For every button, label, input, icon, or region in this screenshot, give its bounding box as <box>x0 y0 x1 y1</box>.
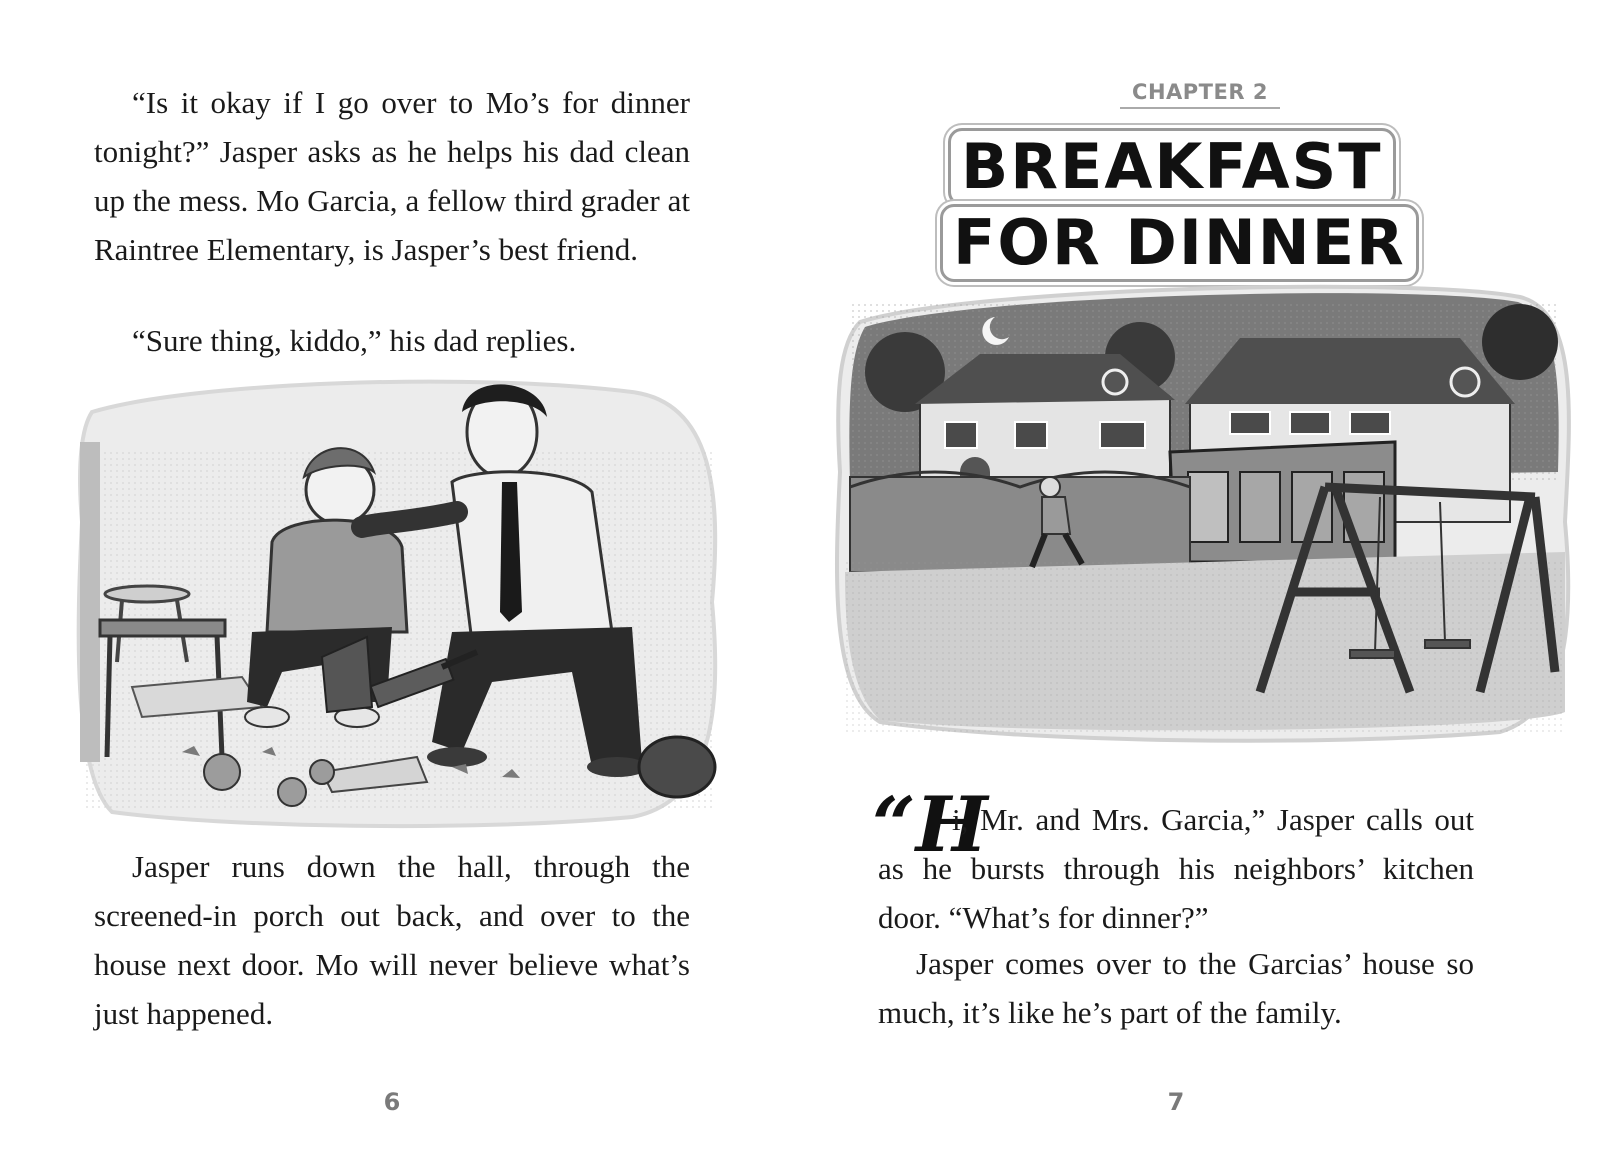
chapter-title-line-1: BREAKFAST <box>948 128 1396 206</box>
right-paragraph-1-text: i, Mr. and Mrs. Garcia,” Jasper calls out as he bursts through his neighbors’ kitchen door. “What’s for dinner?” <box>878 802 1474 935</box>
illustration-cleanup <box>72 372 732 832</box>
left-paragraph-1 <box>94 78 690 274</box>
left-paragraph-3 <box>94 842 690 1038</box>
chapter-title-line-2: FOR DINNER <box>940 204 1419 282</box>
right-paragraph-2-text: Jasper comes over to the Garcias’ house so much, it’s like he’s part of the family. <box>878 946 1474 1030</box>
left-paragraph-2 <box>94 316 690 365</box>
football <box>639 737 715 797</box>
left-paragraph-2-text: “Sure thing, kiddo,” his dad replies. <box>132 323 577 358</box>
fence <box>850 472 1190 572</box>
left-paragraph-3-text: Jasper runs down the hall, through the screened-in porch out back, and over to the house next door. Mo will never believe what’s just happened. <box>94 849 690 1031</box>
right-paragraph-2 <box>878 939 1474 1037</box>
right-paragraph-1 <box>878 795 1474 942</box>
illustration-backyard <box>820 272 1580 752</box>
page-number-right: 7 <box>1167 1088 1185 1116</box>
left-page <box>0 0 790 1162</box>
left-paragraph-1-text: “Is it okay if I go over to Mo’s for dinner tonight?” Jasper asks as he helps his dad clean up the mess. Mo Garcia, a fellow third grader at Raintree Elementary, is Jasper’s best friend. <box>94 85 690 267</box>
drop-cap-quote: “ <box>872 780 916 869</box>
page-number-left: 6 <box>383 1088 401 1116</box>
chapter-label: CHAPTER 2 <box>1120 80 1280 109</box>
right-page <box>800 0 1600 1162</box>
drop-cap-letter: H <box>915 780 988 869</box>
